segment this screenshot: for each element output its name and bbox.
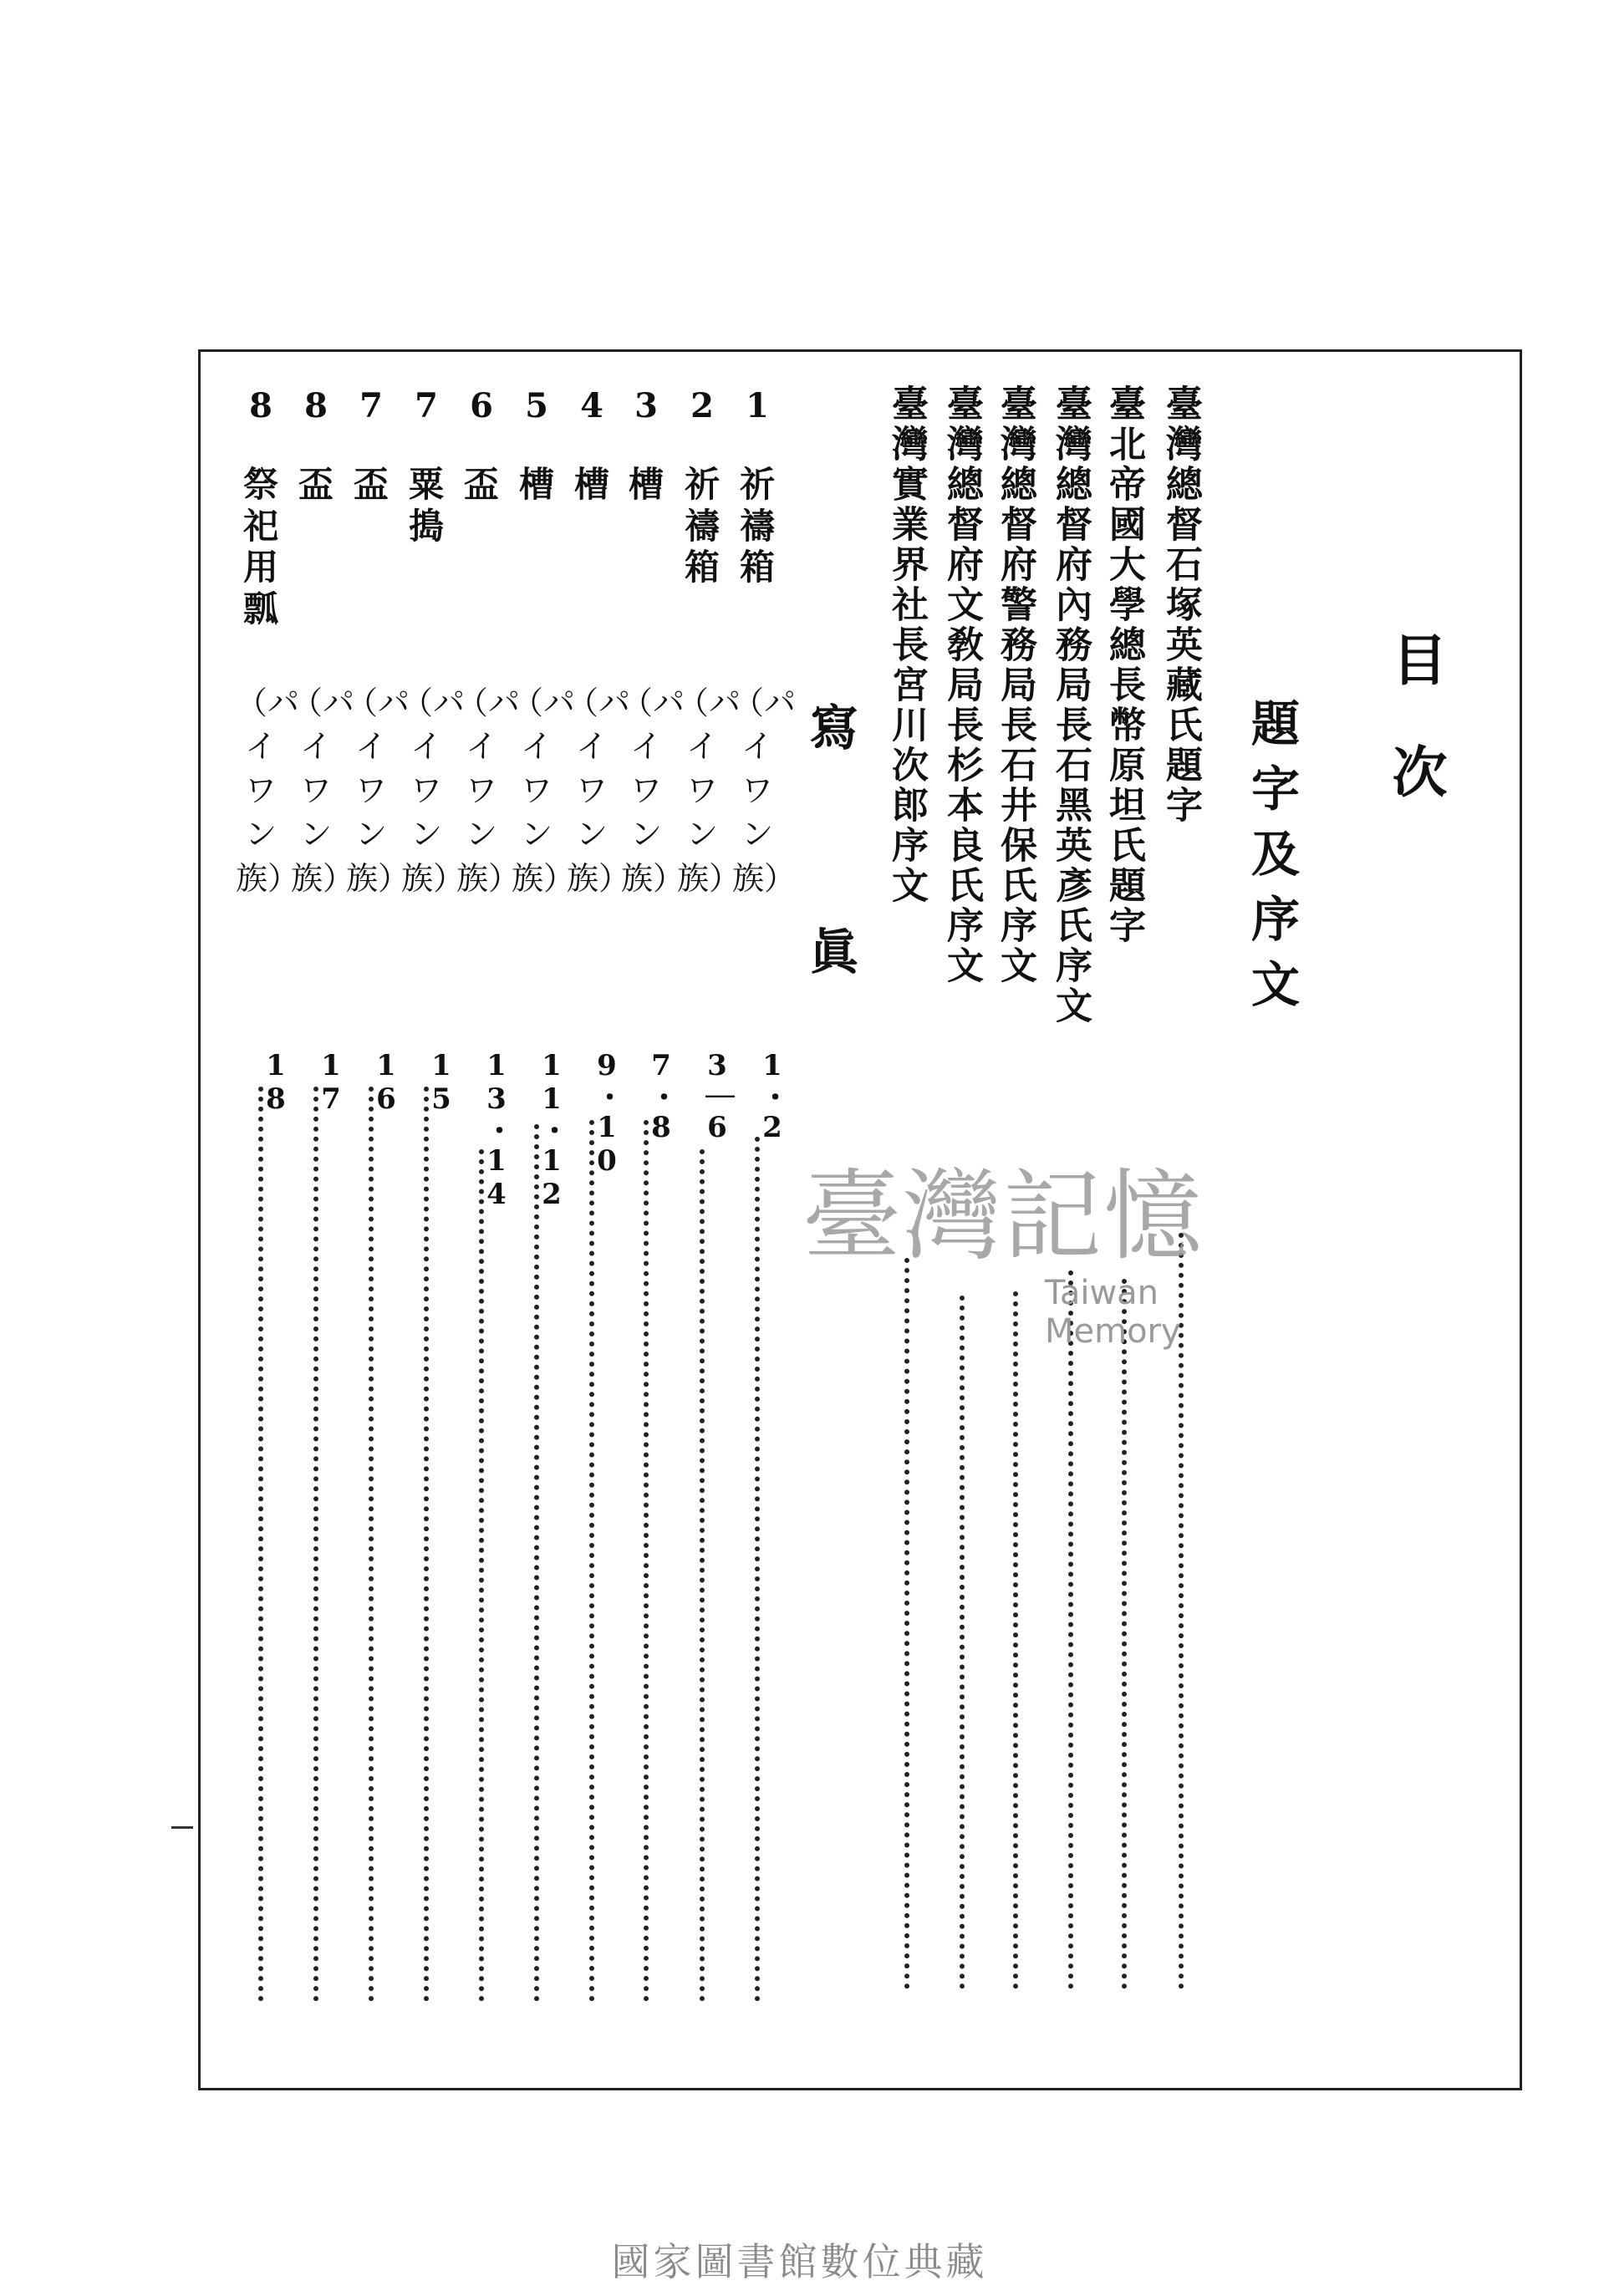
dot-leader	[1068, 1270, 1073, 1989]
dot-leader	[534, 1124, 539, 2002]
entry-tribe: （パイワン族）	[346, 685, 410, 897]
entry-number: 2	[690, 386, 714, 425]
dot-leader	[589, 1120, 594, 2002]
preface-entry: 臺灣總督府警務局長石井保氏序文	[994, 384, 1036, 986]
dot-leader	[1013, 1291, 1018, 1989]
entry-number: 8	[249, 386, 272, 425]
entry-pages: 15	[425, 1049, 458, 1116]
dot-leader	[1122, 1279, 1127, 1989]
dot-leader	[369, 1087, 374, 2002]
entry-name: 盃	[298, 464, 334, 505]
entry-name: 槽	[573, 464, 609, 505]
dot-leader	[644, 1120, 649, 2002]
dot-leader	[700, 1149, 705, 2002]
watermark	[802, 1137, 1304, 1351]
entry-name: 盃	[353, 464, 389, 505]
watermark-subtext: Taiwan Memory	[1045, 1274, 1181, 1351]
entry-number: 7	[359, 386, 383, 425]
entry-tribe: （パイワン族）	[456, 685, 521, 897]
entry-pages: 11・12	[535, 1049, 568, 1211]
entry-tribe: （パイワン族）	[567, 685, 631, 897]
entry-tribe: （パイワン族）	[677, 685, 741, 897]
entry-pages: 9・10	[590, 1049, 624, 1178]
entry-name: 祈禱箱	[739, 464, 775, 588]
entry-tribe: （パイワン族）	[236, 685, 300, 897]
dot-leader	[479, 1149, 484, 2002]
preface-entry: 臺北帝國大學總長幣原坦氏題字	[1102, 384, 1145, 946]
entry-tribe: （パイワン族）	[401, 685, 466, 897]
entry-pages: 7・8	[644, 1049, 678, 1144]
preface-entry: 臺灣總督府內務局長石黑英彥氏序文	[1049, 384, 1092, 1026]
dot-leader	[904, 1258, 909, 1989]
preface-entry: 臺灣實業界社長宮川次郎序文	[885, 384, 928, 906]
preface-section-title: 題字及序文	[1243, 698, 1300, 1024]
entry-tribe: （パイワン族）	[732, 685, 797, 897]
dot-leader	[960, 1296, 965, 1989]
footer-archive-label: 國家圖書館數位典藏	[611, 2239, 988, 2284]
entry-pages: 13・14	[480, 1049, 513, 1211]
entry-name: 槽	[518, 464, 554, 505]
entry-pages: 3｜6	[700, 1049, 734, 1144]
entry-name: 槽	[628, 464, 664, 505]
entry-number: 7	[415, 386, 438, 425]
dot-leader	[755, 1137, 760, 2002]
photos-section-title: 寫眞	[802, 702, 858, 1150]
entry-pages: 18	[259, 1049, 293, 1116]
entry-number: 8	[304, 386, 328, 425]
dot-leader	[258, 1087, 263, 2002]
page-title: 目次	[1383, 631, 1448, 855]
entry-pages: 1・2	[756, 1049, 789, 1144]
entry-pages: 17	[314, 1049, 348, 1116]
entry-number: 3	[634, 386, 658, 425]
dot-leader	[313, 1087, 318, 2002]
dot-leader	[424, 1087, 429, 2002]
entry-tribe: （パイワン族）	[512, 685, 576, 897]
preface-entry: 臺灣總督石塚英藏氏題字	[1159, 384, 1202, 826]
entry-tribe: （パイワン族）	[621, 685, 685, 897]
entry-name: 粟搗	[408, 464, 444, 547]
entry-tribe: （パイワン族）	[291, 685, 355, 897]
watermark-text: 臺灣記憶	[802, 1158, 1204, 1274]
entry-pages: 16	[369, 1049, 403, 1116]
margin-mark	[171, 1826, 193, 1829]
entry-name: 祭祀用瓢	[242, 464, 278, 629]
entry-number: 4	[580, 386, 603, 425]
entry-number: 6	[470, 386, 493, 425]
entry-number: 5	[525, 386, 548, 425]
entry-name: 祈禱箱	[684, 464, 720, 588]
entry-number: 1	[746, 386, 769, 425]
preface-entry: 臺灣總督府文敎局長杉本良氏序文	[940, 384, 983, 986]
entry-name: 盃	[463, 464, 499, 505]
